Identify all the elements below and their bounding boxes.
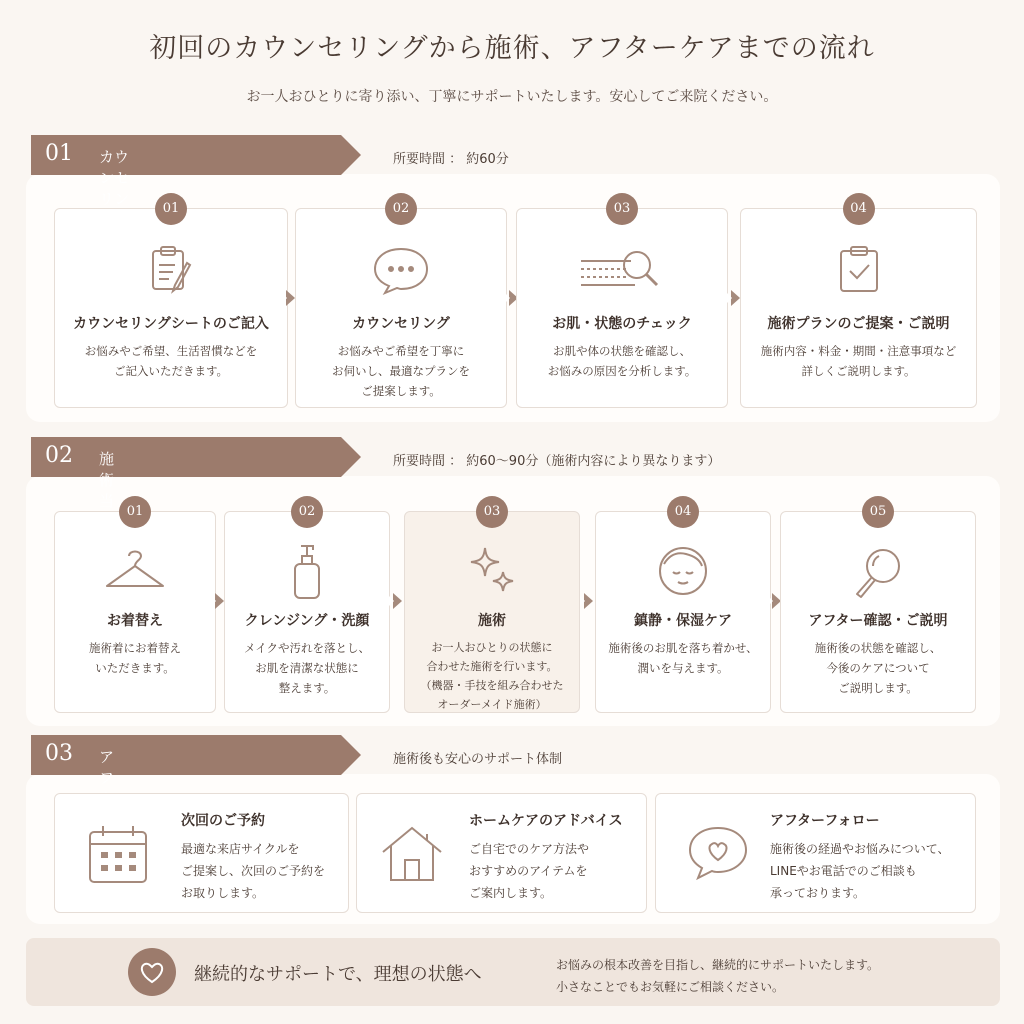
aftercare-card-follow-up <box>655 793 976 913</box>
step-badge: 03 <box>606 193 638 225</box>
section-banner <box>31 437 361 477</box>
aftercare-title: ホームケアのアドバイス <box>469 813 623 829</box>
step-arrow <box>393 593 402 609</box>
section-note: 所要時間 ： 約60〜90分（施術内容により異なります） <box>393 454 721 469</box>
step-arrow <box>731 290 740 306</box>
page-subtitle: お一人おひとりに寄り添い、丁寧にサポートいたします。安心してご来院ください。 <box>246 89 778 105</box>
section-banner <box>31 735 361 775</box>
step-title: 施術 <box>478 613 506 629</box>
aftercare-title: アフターフォロー <box>770 813 880 829</box>
step-description: お肌や体の状態を確認し、 お悩みの原因を分析します。 <box>547 344 697 378</box>
section-banner <box>31 135 361 175</box>
aftercare-description: 最適な来店サイクルを ご提案し、次回のご予約を お取りします。 <box>181 842 326 900</box>
step-card-skin-check <box>516 201 728 408</box>
section-title: アフ <box>99 748 115 787</box>
house-icon <box>379 822 445 886</box>
step-card-cleansing <box>224 504 390 713</box>
section-number: 03 <box>45 741 73 766</box>
step-title: 施術プランのご提案・ご説明 <box>767 316 950 332</box>
section-note: 施術後も安心のサポート体制 <box>393 752 563 767</box>
sparkle-icon <box>467 544 517 596</box>
section-number: 02 <box>45 443 73 468</box>
speech-bubble-icon <box>371 241 431 297</box>
step-description: 施術着にお着替え いただきます。 <box>89 641 181 675</box>
step-badge: 03 <box>476 496 508 528</box>
step-arrow <box>584 593 593 609</box>
pump-bottle-icon <box>287 542 327 600</box>
hanger-icon <box>103 546 167 598</box>
step-title: 鎮静・保湿ケア <box>634 613 732 629</box>
aftercare-description: 施術後の経過やお悩みについて、 LINEやお電話でのご相談も 承っております。 <box>770 842 950 900</box>
footer-text: お悩みの根本改善を目指し、継続的にサポートいたします。 小さなことでもお気軽にご相談ください。 <box>556 958 880 994</box>
step-description: 施術内容・料金・期間・注意事項など 詳しくご説明します。 <box>760 344 957 378</box>
footer-title: 継続的なサポートで、理想の状態へ <box>194 964 482 985</box>
heart-bubble-icon <box>686 822 750 882</box>
step-title: カウンセリングシートのご記入 <box>73 316 269 332</box>
step-badge: 01 <box>155 193 187 225</box>
clipboard-check-icon <box>831 241 887 297</box>
step-description: 施術後のお肌を落ち着かせ、 潤いを与えます。 <box>608 641 758 675</box>
hand-mirror-icon <box>851 544 905 600</box>
aftercare-card-next-booking <box>54 793 349 913</box>
relaxed-face-icon <box>656 544 710 598</box>
step-title: お着替え <box>107 613 163 629</box>
aftercare-card-home-care <box>356 793 647 913</box>
step-title: アフター確認・ご説明 <box>808 613 948 629</box>
calendar-icon <box>85 822 151 886</box>
step-title: カウンセリング <box>352 316 450 332</box>
step-title: お肌・状態のチェック <box>552 316 692 332</box>
step-badge: 04 <box>843 193 875 225</box>
step-card-change-clothes <box>54 504 216 713</box>
section-title: 施術当 <box>99 450 115 510</box>
step-arrow <box>286 290 295 306</box>
step-title: クレンジング・洗顔 <box>244 613 370 629</box>
section-title: カウンセリン <box>99 148 130 208</box>
skin-magnifier-icon <box>579 241 665 297</box>
page-title: 初回のカウンセリングから施術、アフターケアまでの流れ <box>149 33 875 64</box>
step-description: お悩みやご希望、生活習慣などを ご記入いただきます。 <box>84 344 258 378</box>
step-badge: 02 <box>385 193 417 225</box>
step-description: お悩みやご希望を丁寧に お伺いし、最適なプランを ご提案します。 <box>332 344 470 398</box>
section-note: 所要時間 ： 約60分 <box>393 152 509 167</box>
step-card-counseling <box>295 201 507 408</box>
step-arrow <box>215 593 224 609</box>
aftercare-title: 次回のご予約 <box>181 813 265 829</box>
step-card-soothing-care <box>595 504 771 713</box>
step-card-treatment <box>404 504 580 713</box>
step-badge: 01 <box>119 496 151 528</box>
footer-banner <box>26 938 1000 1006</box>
step-description: メイクや汚れを落とし、 お肌を清潔な状態に 整えます。 <box>243 641 371 695</box>
section-number: 01 <box>45 141 73 166</box>
step-badge: 04 <box>667 496 699 528</box>
step-card-plan-proposal <box>740 201 977 408</box>
step-card-after-check <box>780 504 976 713</box>
step-description: お一人おひとりの状態に 合わせた施術を行います。 （機器・手技を組み合わせた オーダーメイド施術） <box>420 641 564 711</box>
step-description: 施術後の状態を確認し、 今後のケアについて ご説明します。 <box>814 641 942 695</box>
step-badge: 02 <box>291 496 323 528</box>
aftercare-description: ご自宅でのケア方法や おすすめのアイテムを ご案内します。 <box>469 842 590 900</box>
heart-icon <box>128 948 176 996</box>
step-card-counseling-sheet <box>54 201 288 408</box>
step-badge: 05 <box>862 496 894 528</box>
clipboard-pen-icon <box>143 241 199 297</box>
